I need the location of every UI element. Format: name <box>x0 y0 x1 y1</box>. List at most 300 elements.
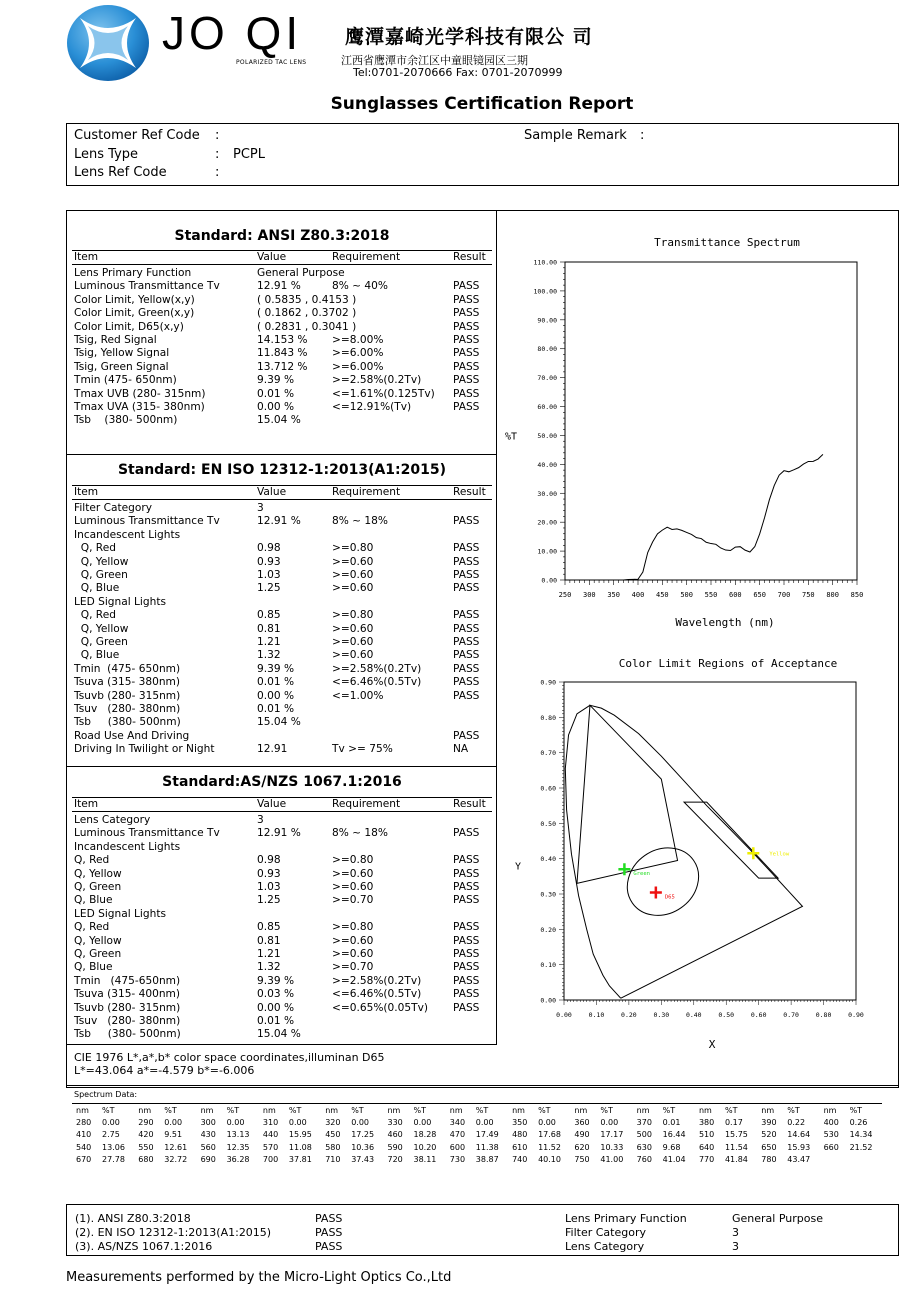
row-result: PASS <box>453 827 480 840</box>
table-row <box>74 294 492 307</box>
row-requirement: >=0.80 <box>332 542 374 555</box>
spectrum-cell: 9.68 <box>662 1142 681 1152</box>
x-tick-label: 350 <box>607 591 620 599</box>
row-result: PASS <box>453 582 480 595</box>
row-value: 0.00 % <box>257 401 295 413</box>
row-requirement: >=2.58%(0.2Tv) <box>332 374 422 387</box>
spectrum-header-cell: %T <box>288 1105 302 1115</box>
row-result: PASS <box>453 387 480 400</box>
spectrum-cell: 43.47 <box>787 1155 811 1165</box>
y-tick-label: 0.20 <box>540 925 556 934</box>
row-item: LED Signal Lights <box>74 907 166 920</box>
spectrum-cell: 490 <box>574 1130 590 1140</box>
table-row <box>74 388 492 401</box>
plot-frame <box>564 682 856 1000</box>
y-tick-label: 0.90 <box>540 678 556 687</box>
row-result: PASS <box>453 689 480 702</box>
table-row <box>74 814 492 827</box>
row-item: Tmin (475-650nm) <box>74 974 181 987</box>
spectrum-cell: 780 <box>761 1155 777 1165</box>
spectrum-header-cell: nm <box>823 1105 837 1115</box>
row-value: 0.01 % <box>257 387 295 400</box>
point-label-d65: D65 <box>664 894 675 901</box>
row-requirement: <=1.61%(0.125Tv) <box>332 387 435 400</box>
table-row <box>74 414 492 427</box>
row-item: Color Limit, D65(x,y) <box>74 320 184 333</box>
row-value: 1.25 <box>257 582 281 595</box>
col-header-item: Item <box>74 486 99 498</box>
spectrum-cell: 0.00 <box>226 1118 245 1128</box>
table-row <box>74 321 492 334</box>
row-value: 0.81 <box>257 934 281 947</box>
standard-title: Standard: EN ISO 12312-1:2013(A1:2015) <box>117 462 447 478</box>
row-value: 0.01 % <box>257 1015 295 1027</box>
spectrum-cell: 520 <box>761 1130 777 1140</box>
spectrum-label: Spectrum Data: <box>74 1090 138 1099</box>
lens-ref-label: Lens Ref Code <box>74 165 167 180</box>
spectrum-cell: 750 <box>574 1155 590 1165</box>
spectrum-cell: 650 <box>761 1142 777 1152</box>
spectrum-header-cell: %T <box>538 1105 551 1115</box>
col-header-requirement: Requirement <box>332 798 401 810</box>
info-box <box>66 123 899 186</box>
y-tick-label: 0.70 <box>540 749 556 758</box>
row-item: Incandescent Lights <box>74 840 181 853</box>
spectrum-cell: 0.00 <box>351 1118 369 1128</box>
spectrum-cell: 560 <box>200 1142 216 1152</box>
spectrum-header-cell: nm <box>698 1105 712 1115</box>
row-value: 1.03 <box>257 881 281 893</box>
row-requirement: >=0.70 <box>332 961 374 974</box>
x-tick-label: 600 <box>729 591 742 599</box>
row-result: PASS <box>453 280 480 293</box>
spectrum-header-cell: nm <box>325 1105 339 1115</box>
spectrum-row <box>72 1116 882 1128</box>
spectrum-header-cell: %T <box>600 1105 613 1115</box>
spectrum-cell: 370 <box>636 1118 652 1128</box>
spectrum-cell: 460 <box>387 1130 403 1140</box>
table-row <box>74 841 492 854</box>
spectrum-cell: 10.33 <box>600 1142 624 1152</box>
spectrum-header-cell: %T <box>413 1105 426 1115</box>
row-value: ( 0.5835 , 0.4153 ) <box>257 293 357 306</box>
spectrum-cell: 700 <box>262 1155 279 1165</box>
row-requirement: >=2.58%(0.2Tv) <box>332 974 422 987</box>
spectrum-cell: 540 <box>76 1142 92 1152</box>
row-result: PASS <box>453 307 480 320</box>
spectrum-row <box>72 1154 882 1166</box>
spectrum-cell: 17.25 <box>351 1130 375 1140</box>
row-item: Q, Blue <box>74 582 120 595</box>
spectrum-cell: 530 <box>823 1130 839 1140</box>
spectrum-cell: 360 <box>574 1118 590 1128</box>
col-header-item: Item <box>74 798 99 810</box>
row-result: PASS <box>453 988 480 1001</box>
spectrum-cell: 0.00 <box>475 1118 494 1128</box>
row-item: Driving In Twilight or Night <box>74 743 215 756</box>
standard-title: Standard:AS/NZS 1067.1:2016 <box>162 774 402 790</box>
spectrum-cell: 380 <box>698 1118 715 1128</box>
row-item: Incandescent Lights <box>74 528 181 541</box>
table-row <box>74 1015 492 1028</box>
spectrum-cell: 310 <box>262 1118 279 1128</box>
x-tick-label: 0.70 <box>783 1011 799 1019</box>
spectrum-cell: 14.64 <box>787 1130 811 1140</box>
row-result: PASS <box>453 569 480 581</box>
section-divider <box>66 1085 899 1086</box>
row-result: PASS <box>453 515 480 528</box>
x-tick-label: 700 <box>777 591 791 599</box>
x-tick-label: 400 <box>631 591 645 599</box>
y-axis-label: Y <box>515 861 522 873</box>
spectrum-cell: 670 <box>76 1155 92 1165</box>
summary-standard: (2). EN ISO 12312-1:2013(A1:2015) <box>75 1226 272 1239</box>
spectrum-cell: 10.36 <box>351 1142 375 1152</box>
row-item: Tsuvb (280- 315nm) <box>74 1001 181 1014</box>
row-requirement: >=0.70 <box>332 894 374 907</box>
summary-box <box>66 1204 899 1256</box>
spectrum-cell: 32.72 <box>164 1155 188 1165</box>
section-divider <box>66 454 496 455</box>
row-item: Q, Yellow <box>74 934 122 947</box>
x-tick-label: 250 <box>558 591 572 599</box>
spectrum-cell: 27.78 <box>102 1155 125 1165</box>
acceptance-ellipse <box>614 834 712 929</box>
row-requirement: Tv >= 75% <box>332 743 393 756</box>
spectrum-cell: 290 <box>138 1118 154 1128</box>
spectrum-cell: 15.95 <box>288 1130 312 1140</box>
table-header-row <box>74 798 492 811</box>
x-tick-label: 650 <box>753 591 766 599</box>
summary-standard: (3). AS/NZS 1067.1:2016 <box>75 1240 213 1253</box>
x-tick-label: 800 <box>826 591 839 599</box>
sample-remark-colon: : <box>640 128 645 143</box>
table-row <box>74 374 492 387</box>
lens-type-value: PCPL <box>233 147 265 162</box>
col-header-value: Value <box>257 486 287 498</box>
transmittance-line <box>565 454 823 580</box>
row-value: 12.91 % <box>257 515 301 528</box>
row-item: Luminous Transmittance Tv <box>74 515 220 528</box>
row-requirement: >=0.80 <box>332 609 374 622</box>
section-divider <box>66 1044 496 1045</box>
spectrum-cell: 450 <box>325 1130 341 1140</box>
x-tick-label: 0.60 <box>750 1011 767 1019</box>
row-item: Tsuv (280- 380nm) <box>74 1015 181 1027</box>
x-tick-label: 0.20 <box>621 1011 637 1019</box>
section-divider <box>66 766 496 767</box>
table-row <box>74 868 492 881</box>
row-value: 12.91 % <box>257 827 301 840</box>
spectrum-header-cell: %T <box>102 1105 115 1115</box>
row-result: PASS <box>453 609 480 622</box>
row-requirement: >=8.00% <box>332 334 384 346</box>
spectrum-cell: 0.00 <box>538 1118 556 1128</box>
x-tick-label: 0.10 <box>588 1011 605 1019</box>
col-header-requirement: Requirement <box>332 251 401 263</box>
spectrum-header-cell: %T <box>164 1105 177 1115</box>
row-requirement: >=0.60 <box>332 582 374 595</box>
table-row <box>74 827 492 840</box>
row-value: 11.843 % <box>257 347 308 360</box>
y-tick-label: 0.10 <box>540 961 556 970</box>
company-name: 鹰潭嘉崎光学科技有限公 司 <box>345 26 593 48</box>
row-requirement: <=12.91%(Tv) <box>332 401 412 413</box>
row-item: Lens Category <box>74 814 151 826</box>
summary-value: 3 <box>732 1226 739 1239</box>
lens-type-label: Lens Type <box>74 147 139 162</box>
x-tick-label: 0.30 <box>653 1011 670 1019</box>
row-result: PASS <box>453 948 480 960</box>
summary-result: PASS <box>315 1226 343 1239</box>
spectrum-cell: 36.28 <box>226 1155 250 1165</box>
row-value: 0.00 % <box>257 1001 295 1014</box>
point-label-yellow: Yellow <box>769 851 790 858</box>
lens-type-colon: : <box>215 147 220 162</box>
spectrum-cell: 18.28 <box>413 1130 437 1140</box>
row-value: 0.85 <box>257 609 281 622</box>
spectrum-cell: 740 <box>512 1155 528 1165</box>
col-header-item: Item <box>74 251 99 263</box>
row-result: PASS <box>453 622 480 635</box>
spectrum-cell: 300 <box>200 1118 216 1128</box>
row-result: PASS <box>453 293 480 306</box>
row-value: 15.04 % <box>257 1028 301 1041</box>
row-result: PASS <box>453 867 480 880</box>
row-item: Q, Green <box>74 948 122 960</box>
transmittance-chart <box>500 228 880 638</box>
row-result: PASS <box>453 334 480 346</box>
row-value: 0.93 <box>257 555 281 568</box>
table-row <box>74 716 492 729</box>
col-header-result: Result <box>453 486 486 498</box>
row-item: Q, Blue <box>74 894 113 907</box>
spectrum-cell: 760 <box>636 1155 652 1165</box>
row-item: Lens Primary Function <box>74 267 192 279</box>
spectrum-cell: 630 <box>636 1142 652 1152</box>
row-result: PASS <box>453 542 480 555</box>
spectrum-header-cell: nm <box>200 1105 214 1115</box>
row-requirement: >=0.60 <box>332 867 374 880</box>
chart-title: Color Limit Regions of Acceptance <box>618 657 838 670</box>
cie-line-2: L*=43.064 a*=-4.579 b*=-6.006 <box>74 1064 255 1077</box>
spectrum-cell: 710 <box>325 1155 341 1165</box>
y-tick-label: 40.00 <box>537 460 557 469</box>
row-value: ( 0.1862 , 0.3702 ) <box>257 307 357 320</box>
y-tick-label: 0.30 <box>540 890 556 899</box>
cie-line-1: CIE 1976 L*,a*,b* color space coordinates,illuminan D65 <box>74 1051 385 1064</box>
spectrum-cell <box>846 1154 882 1166</box>
company-tel: Tel:0701-2070666 Fax: 0701-2070999 <box>353 66 563 79</box>
row-item: Color Limit, Yellow(x,y) <box>74 293 195 306</box>
col-header-requirement: Requirement <box>332 486 401 498</box>
spectrum-cell: 0.00 <box>288 1118 307 1128</box>
row-value: 9.39 % <box>257 374 295 387</box>
spectrum-cell: 660 <box>823 1142 839 1152</box>
spectrum-header-cell: %T <box>849 1105 863 1115</box>
y-axis-label: %T <box>505 431 518 443</box>
spectrum-cell: 550 <box>138 1142 154 1152</box>
row-result: PASS <box>453 360 480 373</box>
customer-ref-label: Customer Ref Code <box>74 128 200 143</box>
row-value: 9.39 % <box>257 974 295 987</box>
spectrum-cell: 17.68 <box>538 1130 561 1140</box>
row-result: PASS <box>453 676 480 689</box>
column-divider <box>496 210 497 1045</box>
summary-value: General Purpose <box>732 1212 823 1225</box>
spectrum-cell: 11.54 <box>724 1142 748 1152</box>
spectrum-cell: 280 <box>76 1118 92 1128</box>
x-tick-label: 450 <box>656 591 669 599</box>
table-row <box>74 515 492 528</box>
table-row <box>74 609 492 622</box>
point-marker-d65 <box>650 887 662 899</box>
row-value: 3 <box>257 814 264 826</box>
spectrum-cell: 0.00 <box>600 1118 619 1128</box>
table-row <box>74 690 492 703</box>
x-tick-label: 0.80 <box>815 1011 832 1019</box>
customer-ref-colon: : <box>215 128 220 143</box>
plot-frame <box>565 262 857 580</box>
row-item: Tsig, Red Signal <box>74 334 157 346</box>
company-logo <box>66 4 150 82</box>
spectrum-cell: 440 <box>262 1130 279 1140</box>
row-item: Tmax UVA (315- 380nm) <box>74 401 205 413</box>
spectrum-cell: 41.04 <box>662 1155 686 1165</box>
spectrum-cell: 41.00 <box>600 1155 624 1165</box>
spectrum-cell: 11.08 <box>288 1142 312 1152</box>
spectrum-header-cell: %T <box>787 1105 800 1115</box>
row-value: 0.00 % <box>257 689 295 702</box>
spectrum-header-cell: nm <box>512 1105 525 1115</box>
table-row <box>74 582 492 595</box>
row-value: 12.91 % <box>257 280 301 293</box>
spectrum-cell: 0.26 <box>849 1118 868 1128</box>
row-result: PASS <box>453 729 480 742</box>
row-value: 0.98 <box>257 854 281 867</box>
table-row <box>74 1028 492 1041</box>
summary-result: PASS <box>315 1212 343 1225</box>
table-row <box>74 361 492 374</box>
table-row <box>74 881 492 894</box>
row-item: Q, Yellow <box>74 622 129 635</box>
table-row <box>74 894 492 907</box>
spectrum-cell: 11.38 <box>475 1142 499 1152</box>
spectrum-cell: 720 <box>387 1155 403 1165</box>
spectrum-cell: 17.17 <box>600 1130 624 1140</box>
row-item: Tsb (380- 500nm) <box>74 716 181 729</box>
spectrum-header-cell: nm <box>574 1105 588 1115</box>
x-tick-label: 500 <box>680 591 693 599</box>
report-title: Sunglasses Certification Report <box>330 94 634 114</box>
brand-name: JO QI <box>162 7 303 59</box>
row-item: Tsig, Green Signal <box>74 360 169 373</box>
row-item: Tmin (475- 650nm) <box>74 662 181 675</box>
row-item: Tsuvb (280- 315nm) <box>74 689 181 702</box>
row-requirement: <=0.65%(0.05Tv) <box>332 1001 429 1014</box>
x-axis-label: Wavelength (nm) <box>675 616 775 629</box>
spectrum-cell: 37.43 <box>351 1155 375 1165</box>
spectrum-cell: 0.00 <box>102 1118 120 1128</box>
spectrum-cell: 330 <box>387 1118 403 1128</box>
table-row <box>74 663 492 676</box>
spectrum-cell <box>820 1154 846 1166</box>
table-row <box>74 935 492 948</box>
row-item: Q, Green <box>74 569 128 581</box>
y-tick-label: 30.00 <box>537 489 557 498</box>
x-axis-label: X <box>708 1038 716 1051</box>
row-item: Q, Blue <box>74 649 120 662</box>
row-requirement: >=0.60 <box>332 948 374 960</box>
spectrum-cell: 0.01 <box>662 1118 681 1128</box>
spectrum-cell: 40.10 <box>538 1155 561 1165</box>
row-item: Q, Green <box>74 881 122 893</box>
row-item: Tsuva (315- 380nm) <box>74 676 181 689</box>
spectrum-cell: 16.44 <box>662 1130 686 1140</box>
row-value: 15.04 % <box>257 716 301 729</box>
table-row <box>74 743 492 756</box>
spectrum-cell: 510 <box>698 1130 715 1140</box>
col-header-value: Value <box>257 798 287 810</box>
summary-item: Lens Category <box>565 1240 645 1253</box>
table-row <box>74 347 492 360</box>
table-row <box>74 636 492 649</box>
spectrum-cell: 350 <box>512 1118 528 1128</box>
spectrum-cell: 15.75 <box>724 1130 748 1140</box>
spectrum-header-cell: nm <box>636 1105 650 1115</box>
table-row <box>74 961 492 974</box>
row-result: PASS <box>453 636 480 648</box>
spectrum-cell: 770 <box>698 1155 715 1165</box>
row-requirement: >=0.60 <box>332 569 374 581</box>
row-value: 0.98 <box>257 542 281 555</box>
spectrum-header-row <box>72 1104 882 1116</box>
row-item: Q, Green <box>74 636 128 648</box>
table-row <box>74 502 492 515</box>
row-result: PASS <box>453 649 480 662</box>
spectrum-cell: 500 <box>636 1130 652 1140</box>
row-item: Q, Red <box>74 854 110 867</box>
summary-standard: (1). ANSI Z80.3:2018 <box>75 1212 191 1225</box>
y-tick-label: 90.00 <box>537 316 557 325</box>
spectrum-cell: 38.11 <box>413 1155 437 1165</box>
table-header-row <box>74 486 492 499</box>
spectrum-cell: 680 <box>138 1155 154 1165</box>
spectrum-header-cell: nm <box>76 1105 89 1115</box>
spectrum-cell: 640 <box>698 1142 715 1152</box>
row-value: 1.25 <box>257 894 281 907</box>
row-requirement: 8% ~ 18% <box>332 515 388 528</box>
row-value: 1.21 <box>257 636 281 648</box>
y-tick-label: 100.00 <box>533 287 557 296</box>
row-value: General Purpose <box>257 267 345 279</box>
row-result: PASS <box>453 934 480 947</box>
table-row <box>74 334 492 347</box>
spectrum-cell: 17.49 <box>475 1130 499 1140</box>
table-row <box>74 854 492 867</box>
row-result: PASS <box>453 854 480 867</box>
table-row <box>74 307 492 320</box>
row-item: Q, Yellow <box>74 555 129 568</box>
row-result: PASS <box>453 921 480 934</box>
y-tick-label: 0.40 <box>540 855 556 864</box>
x-tick-label: 0.90 <box>848 1011 864 1019</box>
row-value: 13.712 % <box>257 360 308 373</box>
row-requirement: >=0.80 <box>332 921 374 934</box>
row-requirement: 8% ~ 40% <box>332 280 388 293</box>
row-requirement: >=6.00% <box>332 347 384 360</box>
spectrum-cell: 0.00 <box>413 1118 432 1128</box>
